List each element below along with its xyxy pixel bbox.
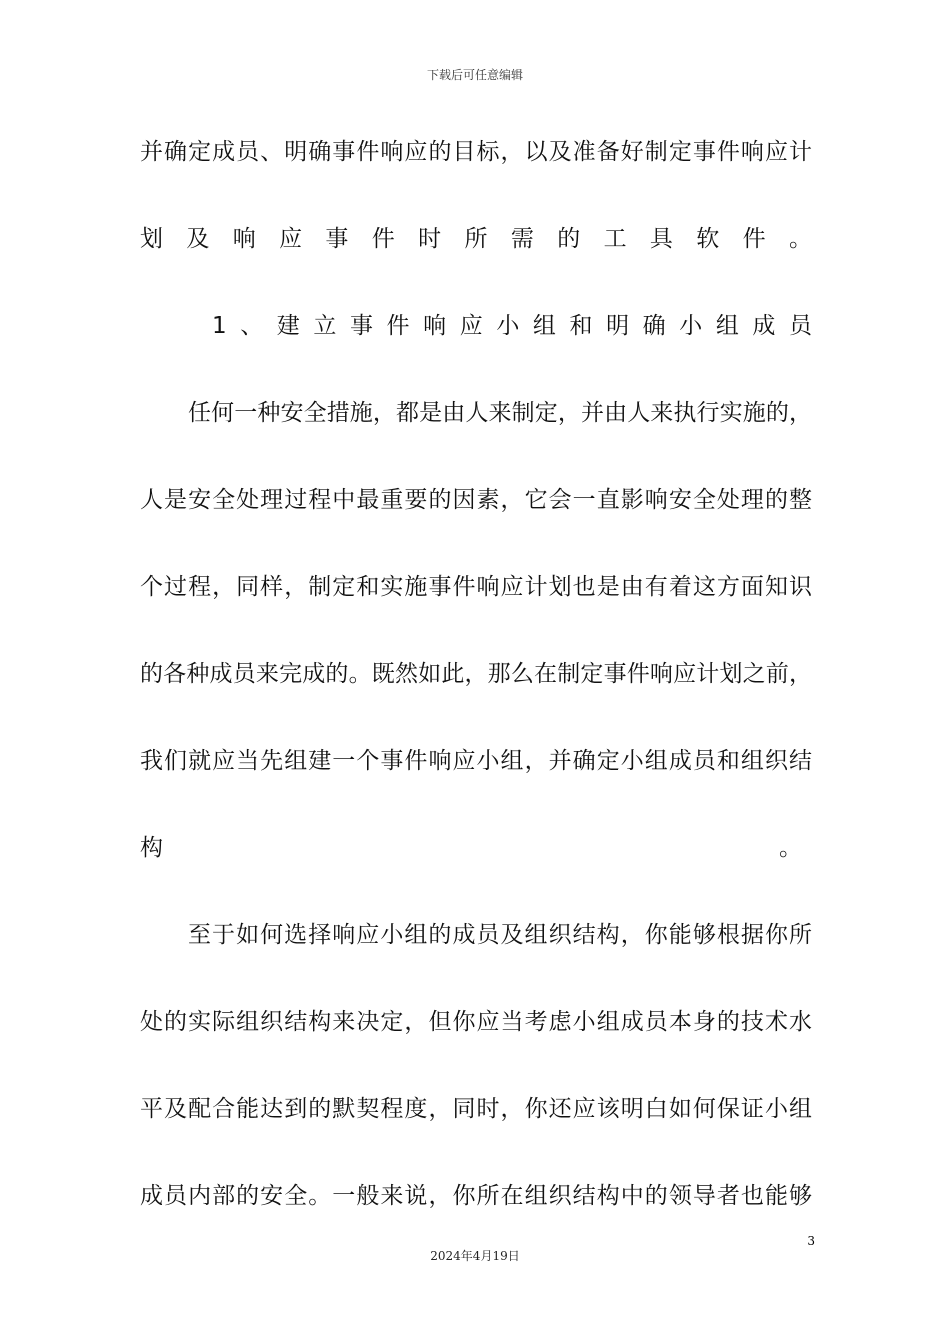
paragraph-line-end: 。 (779, 835, 802, 861)
paragraph-line: 人是安全处理过程中最重要的因素，它会一直影响安全处理的整 (140, 487, 812, 513)
page-number: 3 (807, 1234, 815, 1248)
paragraph-line: 并确定成员、明确事件响应的目标，以及准备好制定事件响应计 (140, 139, 812, 165)
paragraph-line: 任何一种安全措施，都是由人来制定，并由人来执行实施的， (188, 400, 812, 426)
page-header: 下载后可任意编辑 (426, 68, 523, 82)
paragraph-line: 划及响应事件时所需的工具软件。 (140, 226, 812, 252)
paragraph-line: 个过程，同样，制定和实施事件响应计划也是由有着这方面知识 (140, 574, 812, 600)
paragraph-line: 我们就应当先组建一个事件响应小组，并确定小组成员和组织结 (140, 748, 812, 774)
paragraph-line: 至于如何选择响应小组的成员及组织结构，你能够根据你所 (188, 922, 812, 948)
paragraph-last-line (140, 833, 812, 863)
paragraph-line: 处的实际组织结构来决定，但你应当考虑小组成员本身的技术水 (140, 1009, 812, 1035)
footer-date: 2024年4月19日 (430, 1249, 520, 1263)
paragraph-line-start: 构 (140, 835, 163, 861)
paragraph-line: 的各种成员来完成的。既然如此，那么在制定事件响应计划之前， (140, 661, 812, 687)
paragraph-line: 平及配合能达到的默契程度，同时，你还应该明白如何保证小组 (140, 1096, 812, 1122)
section-heading: 1、建立事件响应小组和明确小组成员 (212, 313, 812, 339)
paragraph-line: 成员内部的安全。一般来说，你所在组织结构中的领导者也能够 (140, 1183, 812, 1209)
